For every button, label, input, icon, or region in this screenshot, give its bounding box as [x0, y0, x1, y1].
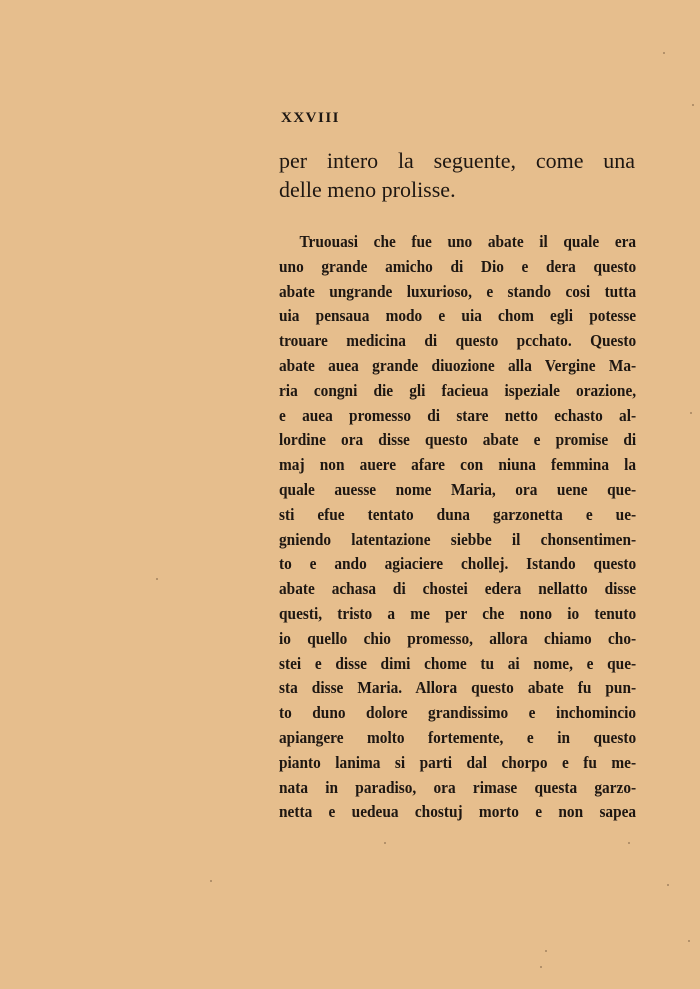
paper-speck	[156, 578, 158, 580]
text-line: lordine ora disse questo abate e promise di	[279, 430, 637, 450]
text-line: nata in paradiso, ora rimase questa garzo-	[279, 777, 637, 797]
page-number: XXVIII	[281, 110, 341, 126]
text-line: quale auesse nome Maria, ora uene que-	[279, 479, 637, 499]
paper-speck	[210, 880, 212, 882]
paper-speck	[688, 940, 690, 942]
text-line: pianto lanima si parti dal chorpo e fu me-	[279, 752, 637, 772]
text-line: e auea promesso di stare netto echasto al-	[279, 405, 637, 425]
paper-speck	[663, 52, 665, 54]
text-line: uia pensaua modo e uia chom egli potesse	[279, 306, 637, 326]
text-line: sta disse Maria. Allora questo abate fu pun-	[279, 678, 637, 698]
text-line: uno grande amicho di Dio e dera questo	[279, 256, 637, 276]
text-line: abate auea grande diuozione alla Vergine Ma-	[279, 355, 637, 375]
text-line: Truouasi che fue uno abate il quale era	[299, 232, 637, 251]
text-line: to e ando agiaciere chollej. Istando questo	[279, 554, 637, 574]
text-line: netta e uedeua chostuj morto e non sapea	[279, 802, 637, 822]
intro-line: per intero la seguente, come una	[279, 148, 635, 173]
intro-paragraph	[279, 146, 635, 204]
text-line: sti efue tentato duna garzonetta e ue-	[279, 504, 637, 524]
text-line: to duno dolore grandissimo e inchomincio	[279, 703, 637, 723]
body-paragraph	[279, 230, 636, 825]
paper-speck	[540, 966, 542, 968]
text-line: ria congni die gli facieua ispeziale orazione,	[279, 380, 637, 400]
paper-speck	[667, 884, 669, 886]
text-line: apiangere molto fortemente, e in questo	[279, 727, 637, 747]
text-line: gniendo latentazione siebbe il chonsentimen-	[279, 529, 637, 549]
text-line: abate achasa di chostei edera nellatto disse	[279, 579, 637, 599]
paper-speck	[545, 950, 547, 952]
text-line: stei e disse dimi chome tu ai nome, e que-	[279, 653, 637, 673]
paper-speck	[692, 104, 694, 106]
text-line: io quello chio promesso, allora chiamo cho-	[279, 628, 637, 648]
paper-speck	[690, 412, 692, 414]
intro-line: delle meno prolisse.	[279, 177, 456, 202]
text-line: trouare medicina di questo pcchato. Questo	[279, 331, 637, 351]
paper-speck	[384, 842, 386, 844]
text-line: abate ungrande luxurioso, e standо cosi tutta	[279, 281, 637, 301]
paper-speck	[628, 842, 630, 844]
text-line: maj non auere afare con niuna femmina la	[279, 455, 637, 475]
text-line: questi, tristo a me per che nono io tenuto	[279, 603, 637, 623]
